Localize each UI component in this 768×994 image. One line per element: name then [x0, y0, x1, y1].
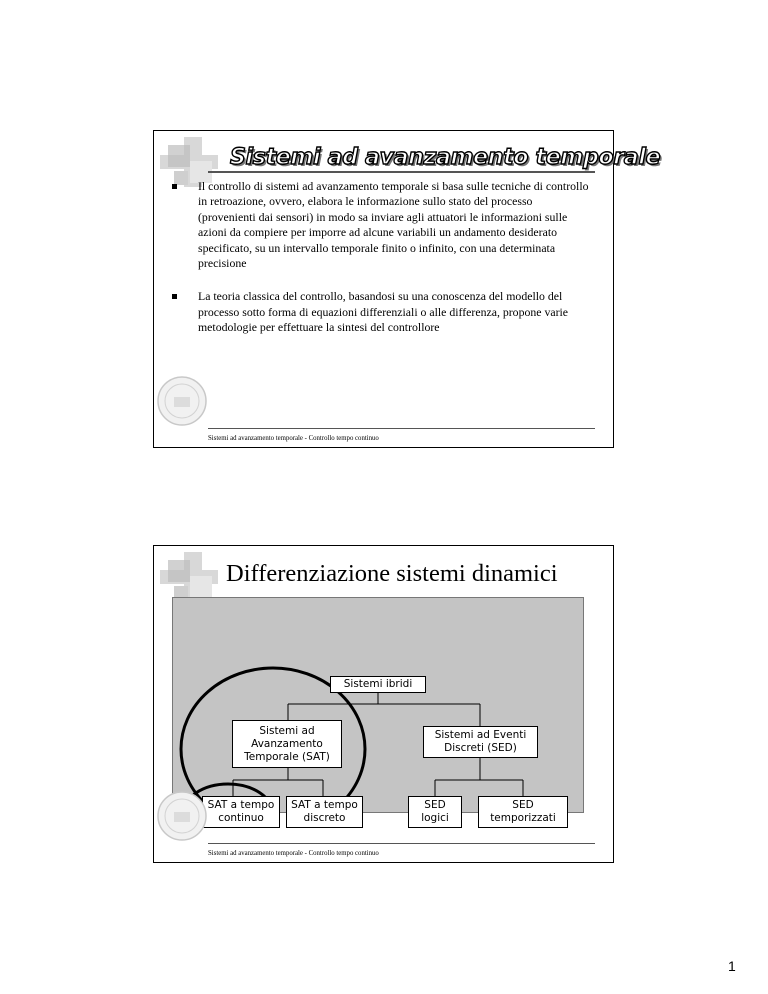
bullet-square-icon: [172, 294, 177, 299]
slide-title: Sistemi ad avanzamento temporale: [230, 145, 661, 170]
bullet-item: [172, 289, 592, 335]
slide-2: [153, 545, 614, 863]
page-number: 1: [728, 958, 736, 974]
title-underline: [208, 171, 595, 173]
bullet-text: Il controllo di sistemi ad avanzamento temporale si basa sulle tecniche di controllo in retroazione, ovvero, elabora le informazione sullo stato del processo (provenienti dai sensori) in modo sa inviare agli attuatori le informazioni sulle azioni da compiere per imporre ad alcune variabili un andamento desiderato specificato, su un intervallo temporale finito o infinito, con una determinata precisione: [198, 179, 589, 271]
slide-1: [153, 130, 661, 448]
university-seal-icon: [156, 790, 208, 842]
slide-footer: Sistemi ad avanzamento temporale - Controllo tempo continuo: [208, 850, 379, 857]
node-sed-temporizzati: SED temporizzati: [478, 796, 568, 828]
hierarchy-diagram: [172, 597, 584, 824]
bullet-text: La teoria classica del controllo, basandosi su una conoscenza del modello del processo sotto forma di equazioni differenziali o alle differenza, propone varie metodologie per effettuare la sintesi del controllore: [198, 289, 569, 335]
bullet-square-icon: [172, 184, 177, 189]
node-sat: Sistemi ad Avanzamento Temporale (SAT): [232, 720, 342, 768]
node-sed-logici: SED logici: [408, 796, 462, 828]
node-sistemi-ibridi: Sistemi ibridi: [330, 676, 426, 693]
slide-title: Differenziazione sistemi dinamici: [226, 560, 558, 587]
node-sed: Sistemi ad Eventi Discreti (SED): [423, 726, 538, 758]
bullet-item: [172, 179, 592, 271]
bullet-list: [172, 179, 592, 354]
footer-rule: [208, 843, 595, 845]
node-sat-continuo: SAT a tempo continuo: [202, 796, 280, 828]
node-sat-discreto: SAT a tempo discreto: [286, 796, 363, 828]
university-seal-icon: [156, 375, 208, 427]
footer-rule: [208, 428, 595, 430]
diagram-connectors: [173, 598, 585, 814]
slide-footer: Sistemi ad avanzamento temporale - Controllo tempo continuo: [208, 435, 379, 442]
